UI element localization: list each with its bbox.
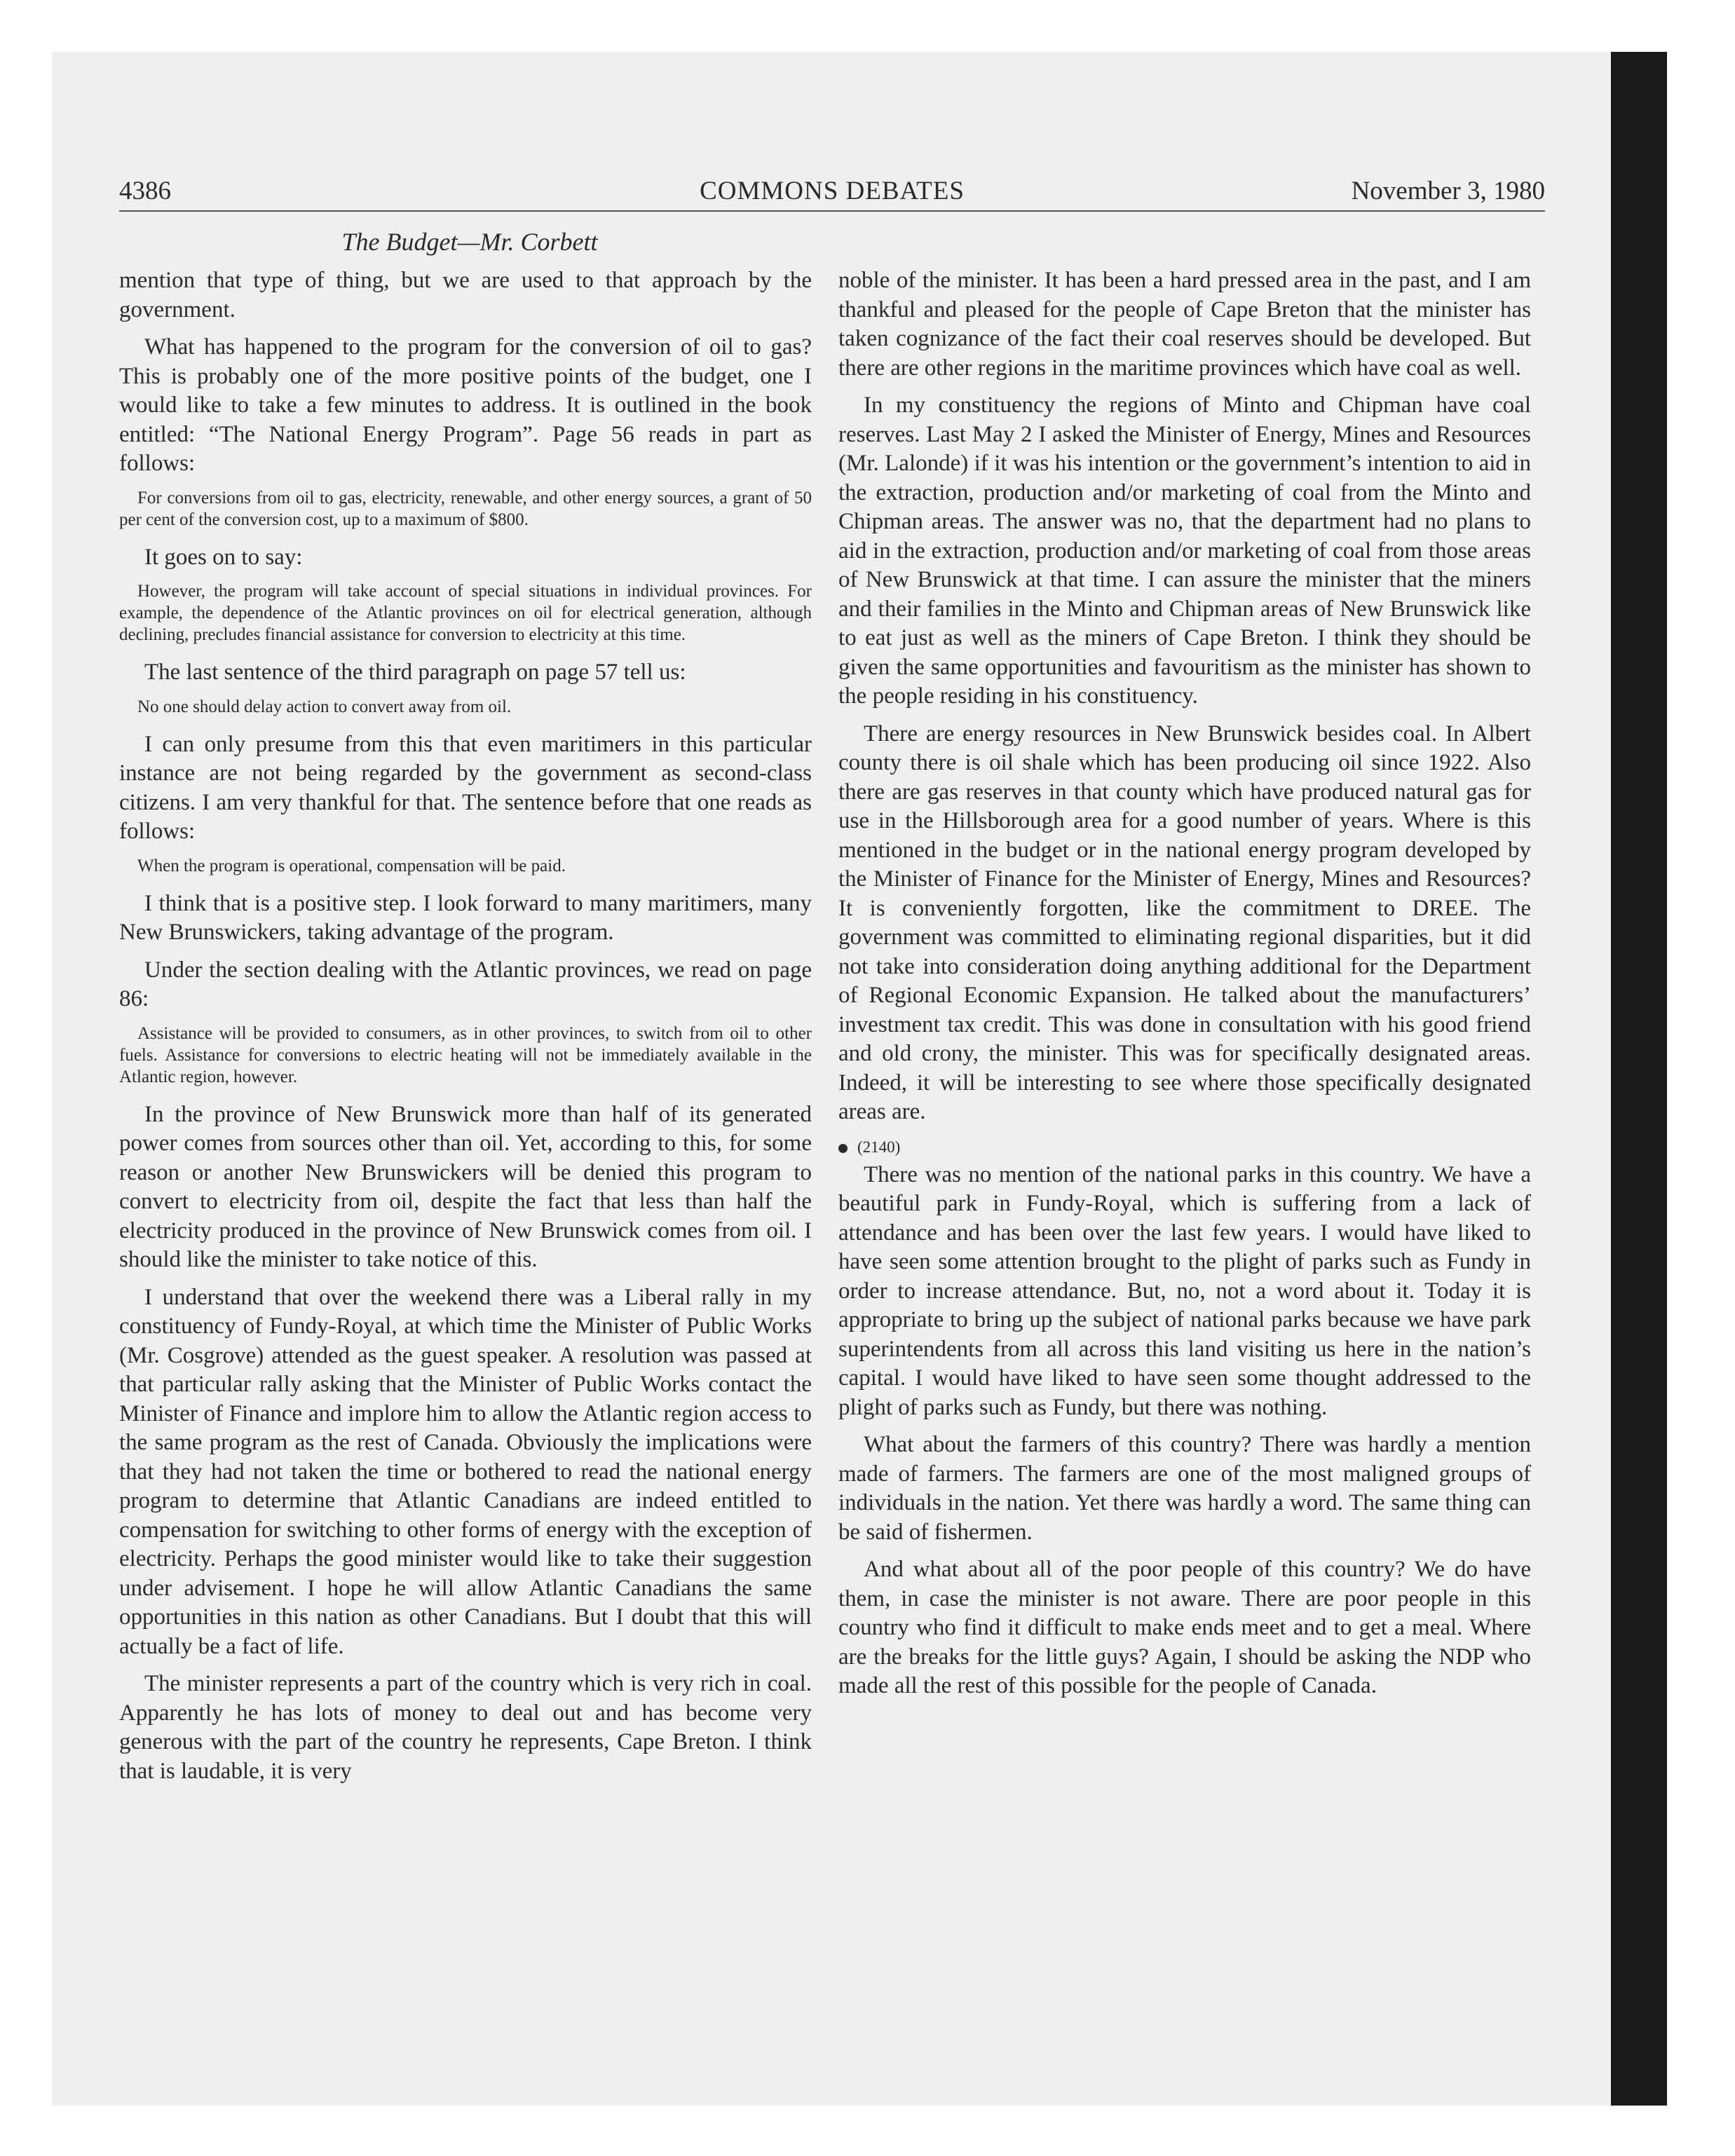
publication-date: November 3, 1980 — [1351, 177, 1545, 205]
paragraph: Under the section dealing with the Atlantic provinces, we read on page 86: — [119, 957, 812, 1011]
paragraph: mention that type of thing, but we are used to that approach by the government. — [119, 268, 812, 322]
paragraph: I understand that over the weekend there was a Liberal rally in my constituency of Fundy-Royal, at which time the Minister of Public Works (Mr. Cosgrove) attended as the guest speaker. A resolution was passed at that particular rally asking that the Minister of Public Works contact the Minister of Finance and implore him to allow the Atlantic region access to the same program as the rest of Canada. Obviously the implications were that they had not taken the time or bothered to read the national energy program to determine that Atlantic Canadians are indeed entitled to compensation for switching to other forms of energy with the exception of electricity. Perhaps the good minister would like to take their suggestion under advisement. I hope he will allow Atlantic Canadians the same opportunities in this nation as other Canadians. But I doubt that this will actually be a fact of life. — [119, 1284, 812, 1659]
block-quote: Assistance will be provided to consumers, as in other provinces, to switch from oil to other fuels. Assistance for conversions to electric heating will not be immediately available in the Atlantic region, however. — [119, 1023, 812, 1086]
block-quote: No one should delay action to convert away from oil. — [137, 697, 512, 716]
scan-binding-edge — [1611, 52, 1667, 2106]
paragraph: There are energy resources in New Brunswick besides coal. In Albert county there is oil shale which has been producing oil since 1922. Also there are gas reserves in that county which have produced natural gas for use in the Hillsborough area for a good number of years. Where is this mentioned in the budget or in the national energy program developed by the Minister of Finance for the Minister of Energy, Mines and Resources? It is conveniently forgotten, like the commitment to DREE. The government was committed to eliminating regional disparities, but it did not take into consideration doing anything additional for the Department of Regional Economic Expansion. He talked about the manufacturers’ investment tax credit. This was done in consultation with his good friend and old crony, the minister. This was for specifically designated areas. Indeed, it will be interesting to see where those specifically designated areas are. — [838, 721, 1531, 1124]
paragraph: What about the farmers of this country? There was hardly a mention made of farmers. The farmers are one of the most maligned groups of individuals in the nation. Yet there was hardly a word. The same thing can be said of fishermen. — [838, 1432, 1531, 1545]
page-header — [119, 173, 1545, 210]
paragraph: It goes on to say: — [144, 544, 303, 570]
block-quote: However, the program will take account of special situations in individual provinces. For example, the dependence of the Atlantic provinces on oil for electrical generation, although declining, precludes financial assistance for conversion to electricity at this time. — [119, 582, 812, 644]
header-rule — [119, 210, 1545, 212]
paragraph: In my constituency the regions of Minto and Chipman have coal reserves. Last May 2 I asked the Minister of Energy, Mines and Resources (Mr. Lalonde) if it was his intention or the government’s intention to aid in the extraction, production and/or marketing of coal from the Minto and Chipman areas. The answer was no, that the department had no plans to aid in the extraction, production and/or marketing of coal from those areas of New Brunswick at that time. I can assure the minister that the miners and their families in the Minto and Chipman areas of New Brunswick like to eat just as well as the miners of Cape Breton. I think they should be given the same opportunities and favouritism as the minister has shown to the people residing in his constituency. — [838, 393, 1531, 709]
paragraph: I can only presume from this that even maritimers in this particular instance are not being regarded by the government as second-class citizens. I am very thankful for that. The sentence before that one reads as follows: — [119, 731, 812, 844]
paragraph: I think that is a positive step. I look forward to many maritimers, many New Brunswickers, taking advantage of the program. — [119, 890, 812, 945]
right-column — [838, 266, 1531, 1710]
bullet-dot-icon — [838, 1144, 848, 1153]
block-quote: For conversions from oil to gas, electricity, renewable, and other energy sources, a grant of 50 per cent of the conversion cost, up to a maximum of $800. — [119, 488, 812, 529]
paragraph: The minister represents a part of the country which is very rich in coal. Apparently he has lots of money to deal out and has become very generous with the part of the country he represents, Cape Breton. I think that is laudable, it is very — [119, 1671, 812, 1784]
left-column — [119, 266, 812, 1794]
paragraph: In the province of New Brunswick more than half of its generated power comes from sources other than oil. Yet, according to this, for some reason or another New Brunswickers will be denied this program to convert to electricity from oil, despite the fact that less than half the electricity produced in the province of New Brunswick comes from oil. I should like the minister to take notice of this. — [119, 1101, 812, 1272]
publication-title: COMMONS DEBATES — [700, 177, 965, 205]
paragraph: The last sentence of the third paragraph on page 57 tell us: — [144, 660, 686, 685]
paragraph: noble of the minister. It has been a hard pressed area in the past, and I am thankful and pleased for the people of Cape Breton that the minister has taken cognizance of the fact their coal reserves should be developed. But there are other regions in the maritime provinces which have coal as well. — [838, 268, 1531, 381]
time-marker — [838, 1135, 1531, 1159]
time-marker-label: (2140) — [857, 1138, 901, 1156]
paragraph: And what about all of the poor people of this country? We do have them, in case the minister is not aware. There are poor people in this country who find it difficult to make ends meet and to get a meal. Where are the breaks for the little guys? Again, I should be asking the NDP who made all the rest of this possible for the people of Canada. — [838, 1557, 1531, 1698]
page-number: 4386 — [119, 177, 171, 205]
running-head: The Budget—Mr. Corbett — [341, 228, 598, 256]
block-quote: When the program is operational, compensation will be paid. — [137, 856, 566, 875]
paragraph: What has happened to the program for the conversion of oil to gas? This is probably one of the more positive points of the budget, one I would like to take a few minutes to address. It is outlined in the book entitled: “The National Energy Program”. Page 56 reads in part as follows: — [119, 334, 812, 476]
paragraph: There was no mention of the national parks in this country. We have a beautiful park in Fundy-Royal, which is suffering from a lack of attendance and has been over the last few years. I would have liked to have seen some attention brought to the plight of parks such as Fundy in order to increase attendance. But, no, not a word about it. Today it is appropriate to bring up the subject of national parks because we have park superintendents from all across this land visiting us here in the nation’s capital. I would have liked to have seen some thought addressed to the plight of parks such as Fundy, but there was nothing. — [838, 1161, 1531, 1420]
